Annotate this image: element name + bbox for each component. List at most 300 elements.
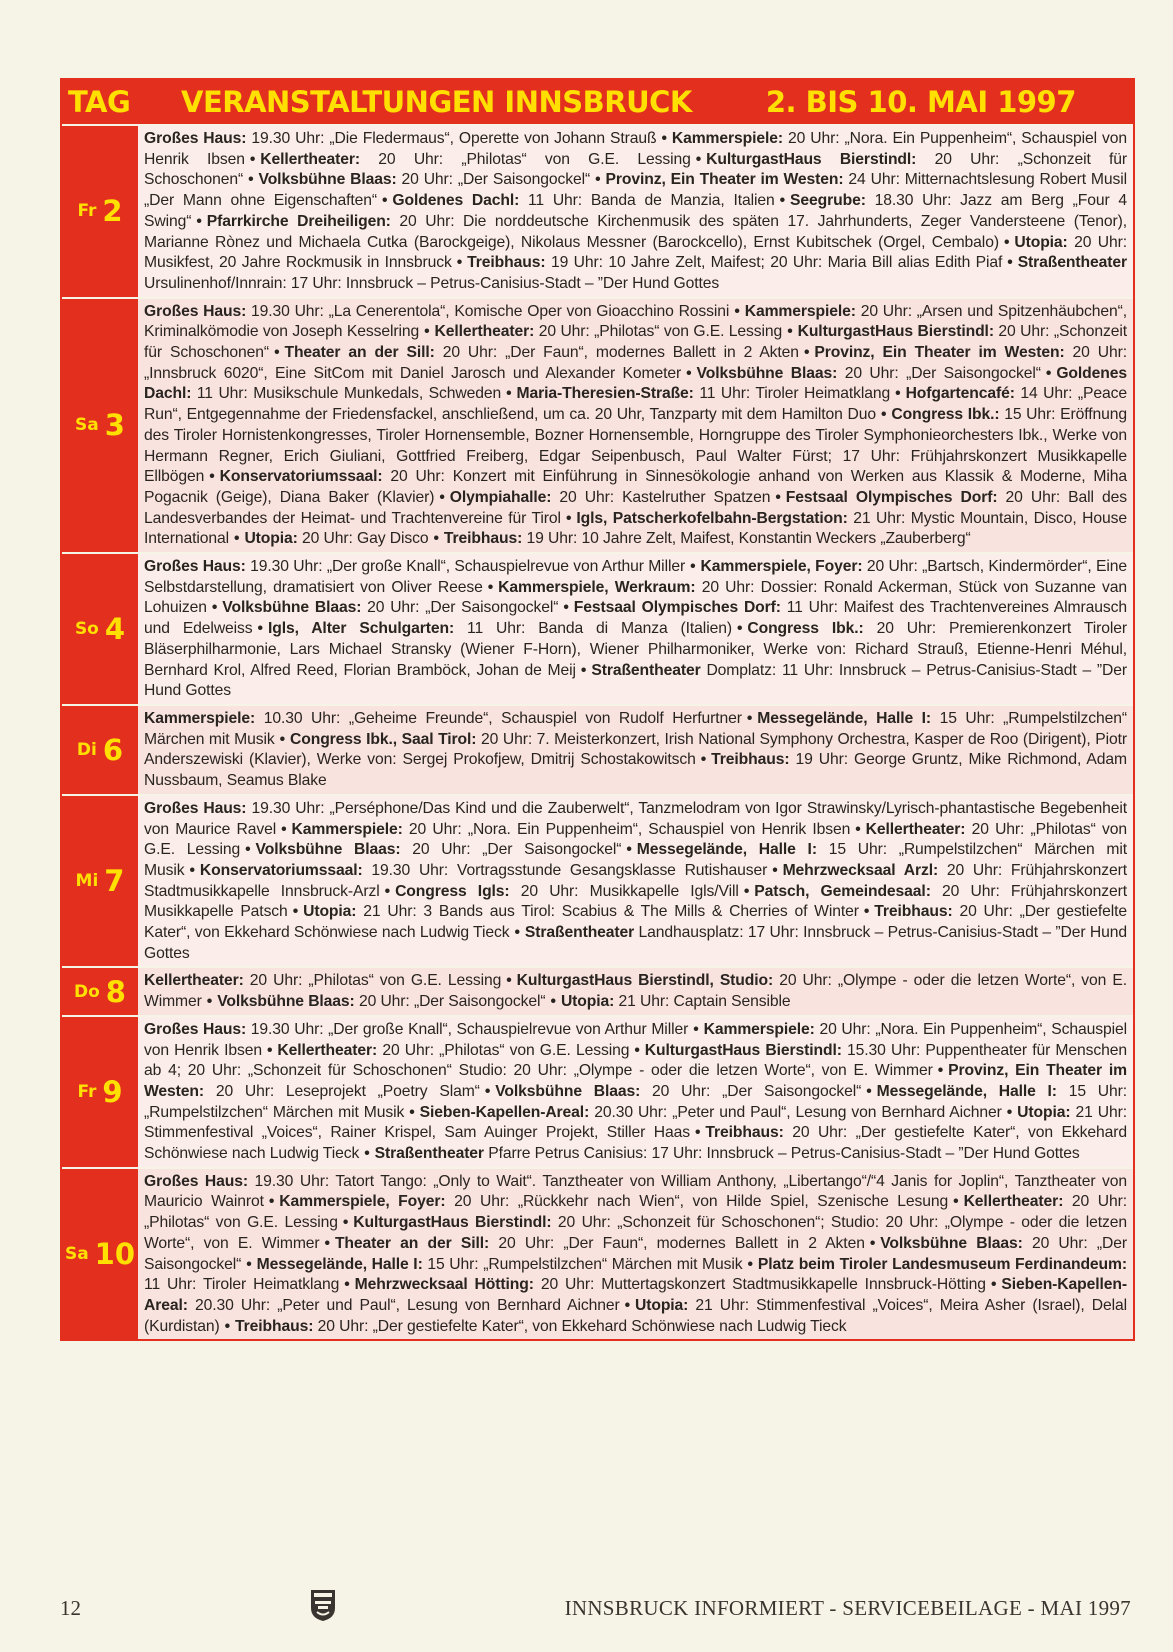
event-details: 18.30 Uhr: Jazz am Berg „Four 4 Swing“ [144,192,1128,230]
day-events [138,126,1133,297]
event-details: 20 Uhr: „Der gestiefelte Kater“, von Ekkehard Schönwiese nach Ludwig Tieck [313,1317,847,1335]
venue-name: Congress Ibk.: [891,406,1000,424]
day-number: 9 [102,1074,123,1109]
event-details: 20 Uhr: „Der Saisongockel“ [400,841,622,859]
event-details: 19.30 Uhr: Vortragsstunde Gesangsklasse Rutishauser [362,861,768,879]
day-rows [62,124,1133,1339]
event-entry [144,558,685,575]
page-number: 12 [60,1596,81,1620]
event-details: 20 Uhr: „Philotas“ von G.E. Lessing [360,150,691,168]
event-details: 15 Uhr: „Rumpelstilzchen“ Märchen mit Musik [144,841,1127,879]
venue-name: Kellertheater: [865,820,966,838]
day-number: 3 [104,408,125,443]
day-label [62,706,138,794]
event-details: 20 Uhr: Dossier: Ronald Ackerman, Stück von Suzanne van Lohuizen [144,578,1128,617]
bullet-separator-icon: • [736,620,743,638]
bullet-separator-icon: • [1007,254,1013,272]
venue-name: Utopia: [244,530,298,548]
bullet-separator-icon: • [686,364,692,382]
bullet-separator-icon: • [743,882,750,900]
bullet-separator-icon: • [787,323,793,341]
bullet-separator-icon: • [324,1234,330,1252]
event-details: 19.30 Uhr: „Der große Knall“, Schauspielrevue von Arthur Miller [245,558,686,576]
day-row [62,1167,1133,1340]
venue-name: Kammerspiele: [291,820,403,838]
venue-name: Treibhaus: [443,530,523,548]
bullet-separator-icon: • [384,882,391,900]
bullet-separator-icon: • [344,1276,350,1294]
bullet-separator-icon: • [209,468,215,486]
venue-name: Treibhaus: [705,1124,784,1142]
event-details: 20 Uhr: „Rückkehr nach Wien“, von Hilde Spiel, Szenische Lesung [445,1193,949,1211]
venue-name: Utopia: [1014,233,1068,251]
day-label [62,299,138,552]
event-details: 20 Uhr: „Arsen und Spitzenhäubchen“, Kriminalkömodie von Joseph Kesselring [144,302,1127,341]
event-details: 20.30 Uhr: „Peter und Paul“, Lesung von Bernhard Aichner [589,1103,1002,1121]
venue-name: Provinz, Ein Theater im Westen: [814,344,1065,362]
event-calendar-table [60,78,1135,1341]
bullet-separator-icon: • [409,1103,415,1121]
table-header [62,80,1133,124]
day-events [138,554,1133,704]
event-entry [244,530,428,547]
event-entry [303,903,859,920]
bullet-separator-icon: • [937,1062,944,1080]
bullet-separator-icon: • [281,820,287,838]
day-number: 6 [102,732,124,767]
event-entry [450,489,771,506]
venue-name: Volksbühne Blaas: [696,364,838,382]
venue-name: KulturgastHaus Bierstindl: [706,150,917,168]
event-entry [222,599,558,616]
event-details: 15 Uhr: „Rumpelstilzchen“ Märchen mit Musik [144,1082,1127,1121]
event-details: 20 Uhr: „Philotas“ von G.E. Lessing [144,820,1127,859]
bullet-separator-icon: • [634,1041,640,1059]
bullet-separator-icon: • [364,1145,370,1163]
bullet-separator-icon: • [869,1234,876,1252]
bullet-separator-icon: • [189,861,195,879]
venue-name: KulturgastHaus Bierstindl: [353,1214,552,1232]
venue-name: Sieben-Kapellen-Areal: [419,1103,590,1121]
bullet-separator-icon: • [881,406,887,424]
event-details: 20 Uhr: „Philotas“ von G.E. Lessing [534,323,783,341]
venue-name: Provinz, Ein Theater im Westen: [144,1062,1127,1100]
bullet-separator-icon: • [433,530,439,548]
event-entry [217,993,545,1010]
event-details: 20 Uhr: „Innsbruck 6020“, Eine SitCom mit Daniel Jarosch und Alexander Kometer [144,344,1127,382]
day-row [62,297,1133,552]
event-entry [277,1042,629,1059]
bullet-separator-icon: • [1003,233,1010,251]
event-details: 20 Uhr: „Der Faun“, modernes Ballett in 2 Akten [489,1234,865,1252]
bullet-separator-icon: • [248,171,254,189]
venue-name: Messegelände, Halle I: [636,841,817,859]
weekday-abbr: So [74,619,99,640]
event-entry [517,385,891,402]
venue-name: Provinz, Ein Theater im Westen: [605,171,844,189]
bullet-separator-icon: • [506,972,512,990]
weekday-abbr: Fr [77,1081,97,1102]
venue-name: Großes Haus: [144,558,246,576]
venue-name: Kellertheater: [277,1041,378,1059]
event-entry [257,1256,743,1273]
venue-name: Messegelände, Halle I: [876,1082,1057,1100]
venue-name: Volksbühne Blaas: [222,599,362,617]
bullet-separator-icon: • [439,488,445,506]
event-entry [268,620,732,637]
bullet-separator-icon: • [694,1124,701,1142]
event-details: 11 Uhr: Banda di Manza (Italien) [454,620,732,638]
bullet-separator-icon: • [268,1193,275,1211]
venue-name: Congress Igls: [395,882,510,900]
bullet-separator-icon: • [563,599,569,617]
bullet-separator-icon: • [953,1193,959,1211]
event-entry [420,1104,1002,1121]
venue-name: Seegrube: [790,192,866,210]
day-row [62,1015,1133,1167]
day-column-heading: TAG [68,85,131,119]
bullet-separator-icon: • [895,385,901,403]
venue-name: Messegelände, Halle I: [256,1255,423,1273]
event-entry [200,862,767,879]
event-details: 15.30 Uhr: Puppentheater für Menschen ab 4; 20 Uhr: „Schonzeit für Schoschonen“ Studio: 20 Uhr: „Olympe - oder die letzen Worte“, von E. Wimmer [144,1041,1127,1080]
day-label [62,1169,138,1340]
event-entry [697,365,1041,382]
bullet-separator-icon: • [1006,1103,1013,1121]
event-details: 20 Uhr: Ball des Landesverbandes der Heimat- und Trachtenvereine für Tirol [144,488,1128,527]
bullet-separator-icon: • [734,302,740,320]
event-details: 20 Uhr: „Der Saisongockel“ [361,599,559,617]
event-details: Landhausplatz: 17 Uhr: Innsbruck – Petrus-Canisius-Stadt – ”Der Hund Gottes [144,924,1127,962]
calendar-title: VERANSTALTUNGEN INNSBRUCK [181,85,692,119]
bullet-separator-icon: • [580,661,587,679]
event-details: 19 Uhr: George Gruntz, Mike Richmond, Adam Nussbaum, Seamus Blake [144,751,1127,790]
venue-name: Goldenes Dachl: [392,192,520,210]
event-details: 20 Uhr: „Der gestiefelte Kater“, von Ekkehard Schönwiese nach Ludwig Tieck [144,903,1127,942]
bullet-separator-icon: • [626,841,632,859]
event-details: 20 Uhr: „Schonzeit für Schoschonen“; Studio: 20 Uhr: „Olympe - oder die letzen Worte“, von E. Wimmer [144,1214,1127,1252]
event-entry [144,972,501,989]
venue-name: Volksbühne Blaas: [880,1234,1023,1252]
venue-name: Treibhaus: [235,1317,314,1335]
venue-name: Utopia: [303,903,357,921]
event-details: Domplatz: 11 Uhr: Innsbruck – Petrus-Canisius-Stadt – ”Der Hund Gottes [144,661,1127,700]
venue-name: Patsch, Gemeindesaal: [754,882,931,900]
venue-name: Volksbühne Blaas: [258,171,397,189]
publication-title: INNSBRUCK INFORMIERT - SERVICEBEILAGE - MAI 1997 [564,1596,1131,1620]
venue-name: Volksbühne Blaas: [495,1082,641,1100]
venue-name: Igls, Patscherkofelbahn-Bergstation: [576,509,848,527]
venue-name: KulturgastHaus Bierstindl, Studio: [516,972,774,990]
event-entry [144,710,742,727]
bullet-separator-icon: • [246,1255,252,1273]
bullet-separator-icon: • [224,1317,231,1335]
event-entry [355,1276,986,1293]
bullet-separator-icon: • [211,599,218,617]
venue-name: Festsaal Olympisches Dorf: [785,488,998,506]
bullet-separator-icon: • [595,171,601,189]
event-details: 19.30 Uhr: „Perséphone/Das Kind und die Zauberwelt“, Tanzmelodram von Igor Strawinsky/Lyrisch-phantastische Begebenheit von Maurice Ravel [144,799,1127,838]
bullet-separator-icon: • [661,130,667,147]
bullet-separator-icon: • [342,1214,349,1232]
event-details: 11 Uhr: Tiroler Heimatklang [144,1276,340,1294]
event-details: Pfarre Petrus Canisius: 17 Uhr: Innsbruck – Petrus-Canisius-Stadt – ”Der Hund Gottes [483,1145,1080,1163]
weekday-abbr: Sa [64,1244,89,1265]
day-events [138,299,1133,552]
event-details: 19.30 Uhr: „Die Fledermaus“, Operette von Johann Strauß [246,130,657,147]
event-details: 20 Uhr: „Nora. Ein Puppenheim“, Schauspiel von Henrik Ibsen [144,130,1128,168]
event-details: 20 Uhr: „Der Saisongockel“ [640,1082,862,1100]
event-details: 15 Uhr: „Rumpelstilzchen“ Märchen mit Musik [422,1255,743,1273]
bullet-separator-icon: • [990,1276,997,1294]
venue-name: Olympiahalle: [449,488,552,506]
day-label [62,968,138,1014]
event-details: 20 Uhr: „Philotas“ von G.E. Lessing [377,1041,630,1059]
bullet-separator-icon: • [746,709,753,727]
venue-name: KulturgastHaus Bierstindl: [797,323,994,341]
venue-name: Kammerspiele, Foyer: [700,558,863,576]
venue-name: Kellertheater: [434,323,535,341]
weekday-abbr: Di [76,739,97,760]
weekday-abbr: Fr [77,201,97,222]
event-entry [144,1021,688,1038]
venue-name: Straßentheater [1017,254,1128,272]
bullet-separator-icon: • [690,558,696,576]
event-details: 20 Uhr: „Philotas“ von G.E. Lessing [144,1193,1127,1232]
event-details: 20 Uhr: „Der gestiefelte Kater“, von Ekkehard Schönwiese nach Ludwig Tieck [144,1124,1127,1163]
event-details: 20 Uhr: Gay Disco [297,530,429,548]
event-details: 19 Uhr: 10 Jahre Zelt, Maifest; 20 Uhr: Maria Bill alias Edith Piaf [545,254,1003,272]
event-details: 10.30 Uhr: „Geheime Freunde“, Schauspiel von Rudolf Herfurtner [255,709,742,727]
event-entry [284,344,798,361]
event-entry [144,130,656,147]
venue-name: Konservatoriumssaal: [199,861,363,879]
venue-name: Volksbühne Blaas: [217,993,355,1011]
event-details: 20 Uhr: „Schonzeit für Schoschonen“ [144,323,1127,362]
bullet-separator-icon: • [747,1255,753,1273]
event-details: 20 Uhr: „Nora. Ein Puppenheim“, Schauspiel von Henrik Ibsen [402,820,851,838]
event-entry [235,1318,846,1335]
event-entry [375,1145,1080,1162]
event-details: 20 Uhr: „Der Saisongockel“ [837,364,1041,382]
venue-name: Congress Ibk., Saal Tirol: [290,730,477,748]
venue-name: Kammerspiele: [144,709,256,727]
venue-name: Sieben-Kapellen-Areal: [144,1276,1128,1314]
venue-name: KulturgastHaus Bierstindl: [644,1041,842,1059]
event-details: 20.30 Uhr: „Peter und Paul“, Lesung von Bernhard Aichner [187,1296,620,1314]
venue-name: Mehrzwecksaal Hötting: [354,1276,534,1294]
event-details: 21 Uhr: Mystic Mountain, Disco, House International [144,509,1127,548]
bullet-separator-icon: • [866,1082,872,1100]
venue-name: Utopia: [1017,1103,1071,1121]
event-details: 14 Uhr: „Peace Run“, Entgegennahme der Friedensfackel, anschließend, um ca. 20 Uhr, Tanzparty mit dem Hamilton Duo [144,385,1127,424]
day-events [138,796,1133,967]
bullet-separator-icon: • [855,820,861,838]
venue-name: Großes Haus: [144,302,247,320]
event-details: 20 Uhr: „Schonzeit für Schoschonen“ [144,150,1127,189]
venue-name: Treibhaus: [711,751,790,769]
day-events [138,1169,1133,1340]
event-entry [392,192,774,209]
day-events [138,1017,1133,1167]
day-row [62,704,1133,794]
bullet-separator-icon: • [514,924,520,942]
bullet-separator-icon: • [456,254,463,272]
event-details: 19.30 Uhr: „Der große Knall“, Schauspielrevue von Arthur Miller [246,1020,689,1038]
event-details: 20 Uhr: Frühjahrskonzert Stadtmusikkapelle Innsbruck-Arzl [144,861,1127,900]
event-details: 15 Uhr: „Rumpelstilzchen“ Märchen mit Musik [144,709,1127,748]
event-entry [335,1235,865,1252]
day-number: 7 [104,864,125,899]
day-number: 8 [105,974,126,1009]
day-label [62,1017,138,1167]
event-entry [435,323,783,340]
venue-name: Utopia: [634,1296,689,1314]
event-details: 21 Uhr: Captain Sensible [614,993,791,1011]
bullet-separator-icon: • [266,1041,273,1059]
venue-name: Goldenes Dachl: [144,364,1128,403]
venue-name: Treibhaus: [874,903,953,921]
event-details: 20 Uhr: Musikkapelle Igls/Vill [509,882,739,900]
event-details: 24 Uhr: Mitternachtslesung Robert Musil „Der Mann ohne Eigenschaften“ [144,171,1127,210]
event-entry [395,883,739,900]
bullet-separator-icon: • [803,344,810,362]
day-label [62,126,138,297]
day-row [62,552,1133,704]
event-details: 20 Uhr: „Nora. Ein Puppenheim“, Schauspiel von Henrik Ibsen [144,1020,1127,1059]
venue-name: Kellertheater: [144,972,244,990]
event-details: 20 Uhr: „Der Faun“, modernes Ballett in 2 Akten [434,344,799,362]
event-details: 20 Uhr: „Der Saisongockel“ [144,1234,1127,1273]
event-details: 11 Uhr: Maifest des Trachtenvereines Almrausch und Edelweiss [144,599,1127,638]
bullet-separator-icon: • [249,150,256,168]
venue-name: Großes Haus: [144,799,247,817]
event-details: 20 Uhr: Premierenkonzert Tiroler Bläserphilharmonie, Lars Michael Stransky (Wiener F-Horn), Wiener Philharmoniker, Werke von: Richard Strauß, Etienne-Henri Méhul, Bernhard Krol, Alfred Reed, Florian Bramböck, Johan de Meij [144,620,1127,679]
venue-name: Utopia: [560,993,615,1011]
venue-name: Straßentheater [374,1145,484,1163]
venue-name: Volksbühne Blaas: [255,841,401,859]
venue-name: Großes Haus: [144,1020,247,1038]
bullet-separator-icon: • [292,903,299,921]
bullet-separator-icon: • [506,385,512,403]
venue-name: Theater an der Sill: [334,1234,490,1252]
bullet-separator-icon: • [279,730,285,748]
venue-name: Theater an der Sill: [284,344,435,362]
venue-name: Kellertheater: [963,1193,1064,1211]
day-number: 4 [104,612,126,647]
event-details: 20 Uhr: 7. Meisterkonzert, Irish National Symphony Orchestra, Kasper de Roo (Dirigent), Piotr Anderszewiski (Klavier), Werke von: Sergej Prokofjew, Dmitrij Schostakowitsch [144,730,1127,769]
venue-name: Kellertheater: [260,150,361,168]
venue-name: Messegelände, Halle I: [757,709,932,727]
event-details: 20 Uhr: „Philotas“ von G.E. Lessing [243,972,502,990]
day-events [138,968,1133,1014]
bullet-separator-icon: • [550,993,556,1011]
event-details: 20 Uhr: „Der Saisongockel“ [354,993,546,1011]
day-number: 2 [102,194,123,229]
event-details: 20 Uhr: „Der Saisongockel“ [396,171,591,189]
event-details: 20 Uhr: Musikfest, 20 Jahre Rockmusik in Innsbruck [144,233,1127,272]
event-details: 20 Uhr: „Bartsch, Kindermörder“, Eine Selbstdarstellung, dramatisiert von Oliver Reese [144,558,1127,596]
event-details: 15 Uhr: Eröffnung des Tiroler Hornistenkongresses, Tiroler Hornensemble, Bozner Hornensemble, Horngruppe des Tiroler Symphonieorchesters Ibk., Werke von Hermann Regner, Erich Giuliani, Gottfried Freiberg, Edgar Seipenbusch, Paul Walter Fürst; 17 Uhr: Frühjahrskonzert Musikkapelle Ellbögen [144,406,1128,486]
event-entry [279,1193,948,1210]
event-details: 11 Uhr: Musikschule Munkedals, Schweden [191,385,502,403]
bullet-separator-icon: • [775,488,781,506]
day-row [62,124,1133,297]
venue-name: Hofgartencafé: [905,385,1015,403]
bullet-separator-icon: • [700,751,707,769]
innsbruck-crest-icon [309,1588,337,1622]
day-label [62,554,138,704]
event-entry [495,1083,861,1100]
venue-name: Festsaal Olympisches Dorf: [573,599,781,617]
event-details: 20 Uhr: Die norddeutsche Kirchenmusik des späten 17. Jahrhunderts, Zeger Vandersteene (Tenor), Marianne Rònez und Michaela Cutka (Barockgeige), Nikolaus Messner (Barockcello), Ernst Kubitschek (Orgel, Cembalo) [144,212,1128,251]
venue-name: Großes Haus: [144,130,247,147]
weekday-abbr: Mi [75,871,99,892]
event-entry [467,254,1002,271]
event-details: 20 Uhr: Kastelruther Spatzen [551,488,771,506]
venue-name: Treibhaus: [467,254,546,272]
day-row [62,794,1133,967]
event-entry [144,213,1127,251]
venue-name: Kammerspiele, Werkraum: [498,578,696,596]
bullet-separator-icon: • [424,323,430,341]
event-entry [444,530,971,547]
event-entry [260,151,690,168]
event-details: 20 Uhr: Leseprojekt „Poetry Slam“ [204,1082,480,1100]
venue-name: Konservatoriumssaal: [219,468,383,486]
bullet-separator-icon: • [624,1296,630,1314]
bullet-separator-icon: • [206,993,213,1011]
event-entry [256,841,622,858]
bullet-separator-icon: • [565,509,572,527]
event-details: 20 Uhr: „Olympe - oder die letzen Worte“, von E. Wimmer [144,972,1127,1011]
bullet-separator-icon: • [1045,364,1052,382]
bullet-separator-icon: • [693,1020,699,1038]
event-details: 11 Uhr: Tiroler Heimatklang [693,385,891,403]
venue-name: Kammerspiele: [744,302,856,320]
weekday-abbr: Sa [75,415,99,436]
venue-name: Congress Ibk.: [747,620,864,638]
event-details: 20 Uhr: Frühjahrskonzert Musikkapelle Patsch [144,882,1127,921]
bullet-separator-icon: • [196,212,202,230]
venue-name: Kammerspiele: [671,130,784,147]
page-footer [60,1594,1131,1624]
event-details: 19 Uhr: 10 Jahre Zelt, Maifest, Konstantin Weckers „Zauberberg“ [522,530,971,548]
event-details: 20 Uhr: Muttertagskonzert Stadtmusikkapelle Innsbruck-Hötting [533,1276,986,1294]
weekday-abbr: Do [74,981,100,1002]
venue-name: Pfarrkirche Dreiheiligen: [206,212,391,230]
venue-name: Straßentheater [591,661,701,679]
venue-name: Kammerspiele, Foyer: [279,1193,446,1211]
venue-name: Platz beim Tiroler Landesmuseum Ferdinandeum: [757,1255,1128,1273]
day-row [62,966,1133,1014]
event-details: 21 Uhr: Stimmenfestival „Voices“, Rainer Krispel, Sam Auinger Projekt, Stiller Haas [144,1103,1127,1142]
bullet-separator-icon: • [245,841,251,859]
bullet-separator-icon: • [234,530,240,548]
event-entry [144,303,729,320]
event-details: 20 Uhr: Konzert mit Einführung in Sinnesökologie anhand von Werken aus Klassik & Moderne, Miha Pogacnik (Geige), Diana Baker (Klavier) [144,468,1127,506]
bullet-separator-icon: • [382,192,388,210]
event-details: 21 Uhr: 3 Bands aus Tirol: Scabius & The Mills & Cherries of Winter [356,903,859,921]
date-range: 2. BIS 10. MAI 1997 [765,85,1076,119]
event-details: Ursulinenhof/Innrain: 17 Uhr: Innsbruck – Petrus-Canisius-Stadt – ”Der Hund Gottes [144,274,720,292]
event-entry [259,171,591,188]
day-number: 10 [94,1237,136,1272]
venue-name: Maria-Theresien-Straße: [516,385,694,403]
event-details: 21 Uhr: Stimmenfestival „Voices“, Meira Asher (Israel), Delal (Kurdistan) [144,1296,1127,1335]
bullet-separator-icon: • [772,861,778,879]
bullet-separator-icon: • [274,344,280,362]
